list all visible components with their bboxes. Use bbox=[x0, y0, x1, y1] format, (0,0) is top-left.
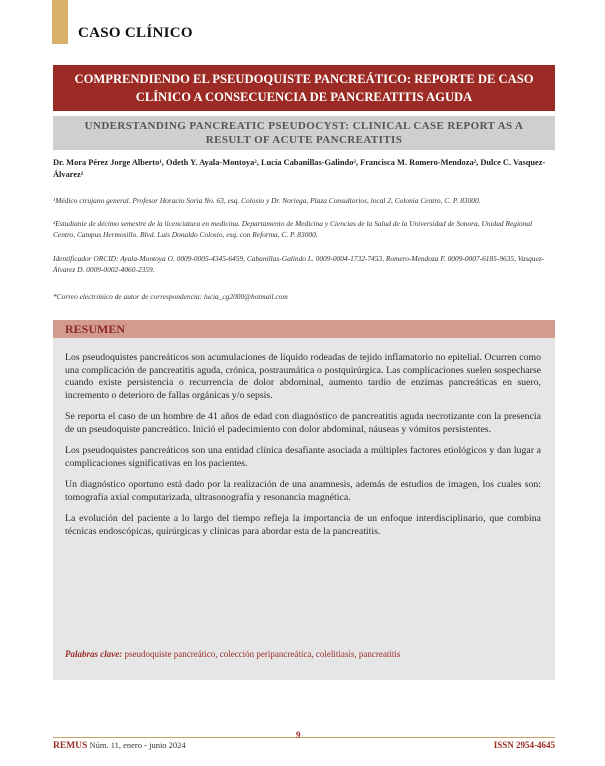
issue-info: Núm. 11, enero - junio 2024 bbox=[89, 740, 186, 750]
affiliation-2: ²Estudiante de décimo semestre de la licenciatura en medicina. Departamento de Medicina y Ciencias de la Salud de la Universidad de Sonora, Unidad Regional Centro, Campus Hermosillo. Blvd. Luis Donaldo Colosio, esq. con Reforma, C. P. 83000. bbox=[53, 219, 533, 239]
keywords-text: pseudoquiste pancreático, colección peripancreática, colelitiasis, pancreatitis bbox=[124, 649, 401, 659]
abstract-heading: RESUMEN bbox=[53, 320, 555, 338]
title-en-text: UNDERSTANDING PANCREATIC PSEUDOCYST: CLINICAL CASE REPORT AS A RESULT OF ACUTE PANCREATITIS bbox=[84, 120, 524, 146]
abstract-paragraph: Los pseudoquistes pancreáticos son una entidad clínica desafiante asociada a múltiples factores etiológicos y dan lugar a complicaciones significativas en los pacientes. bbox=[65, 445, 541, 469]
keywords-line bbox=[65, 649, 400, 659]
abstract-paragraph: Un diagnóstico oportuno está dado por la realización de una anamnesis, además de estudios de imagen, los cuales son: tomografía axial computarizada, ultrasonografía y resonancia magnética. bbox=[65, 479, 541, 503]
abstract-paragraph: Se reporta el caso de un hombre de 41 años de edad con diagnóstico de pancreatitis aguda necrotizante con la presencia de un pseudoquiste pancreático. Inició el padecimiento con dolor abdominal, náuseas y vómitos persistentes. bbox=[65, 411, 541, 435]
correspondence-email: *Correo electrónico de autor de correspondencia: lucia_cg2000@hotmail.com bbox=[53, 292, 288, 301]
affiliation-1: ¹Médico cirujano general. Profesor Horacio Soria No. 63, esq. Colosio y Dr. Noriega, Plaza Consultorios, local 2, Colonia Centro, C. P. 83000. bbox=[53, 196, 481, 205]
abstract-paragraph: Los pseudoquistes pancreáticos son acumulaciones de líquido rodeadas de tejido inflamatorio no epitelial. Ocurren como una complicación de pancreatitis aguda, crónica, postraumática o postquirúrgica. Las complicaciones suelen sospecharse cuando existe persistencia o recurrencia de dolor abdominal, aumento tardío de enzimas pancreáticas en suero, incremento o deterioro de fallas orgánicas y/o sepsis. bbox=[65, 352, 541, 401]
keywords-label: Palabras clave: bbox=[65, 649, 123, 659]
abstract-box bbox=[53, 338, 555, 680]
section-label: CASO CLÍNICO bbox=[78, 25, 193, 41]
orcid-identifiers: Identificador ORCID: Ayala-Montoya O. 0009-0005-4345-6459, Cabanillas-Galindo L. 0009-0004-1732-7453, Romero-Mendoza F. 0009-0007-6185-9635, Vasquez-Álvarez D. 0009-0002-4060-2359. bbox=[53, 254, 545, 274]
journal-brand: REMUS bbox=[53, 741, 88, 751]
article-title-english bbox=[53, 116, 555, 150]
issn: ISSN 2954-4645 bbox=[493, 740, 555, 750]
page-number: 9 bbox=[296, 730, 301, 740]
footer-journal-info bbox=[53, 740, 186, 751]
footer-rule bbox=[53, 737, 555, 738]
abstract-paragraph: La evolución del paciente a lo largo del tiempo refleja la importancia de un enfoque interdisciplinario, que combina técnicas endoscópicas, quirúrgicas y clínicas para abordar esta de la pancreatitis. bbox=[65, 513, 541, 537]
title-es-text: COMPRENDIENDO EL PSEUDOQUISTE PANCREÁTICO: REPORTE DE CASO CLÍNICO A CONSECUENCIA DE PANCREATITIS AGUDA bbox=[74, 72, 534, 104]
author-list: Dr. Mora Pérez Jorge Alberto¹, Odeth Y. Ayala-Montoya², Lucía Cabanillas-Galindo², Francisca M. Romero-Mendoza², Dulce C. Vasquez-Álvarez² bbox=[53, 158, 546, 179]
article-title-spanish bbox=[53, 65, 555, 111]
section-accent-bar bbox=[52, 0, 68, 44]
